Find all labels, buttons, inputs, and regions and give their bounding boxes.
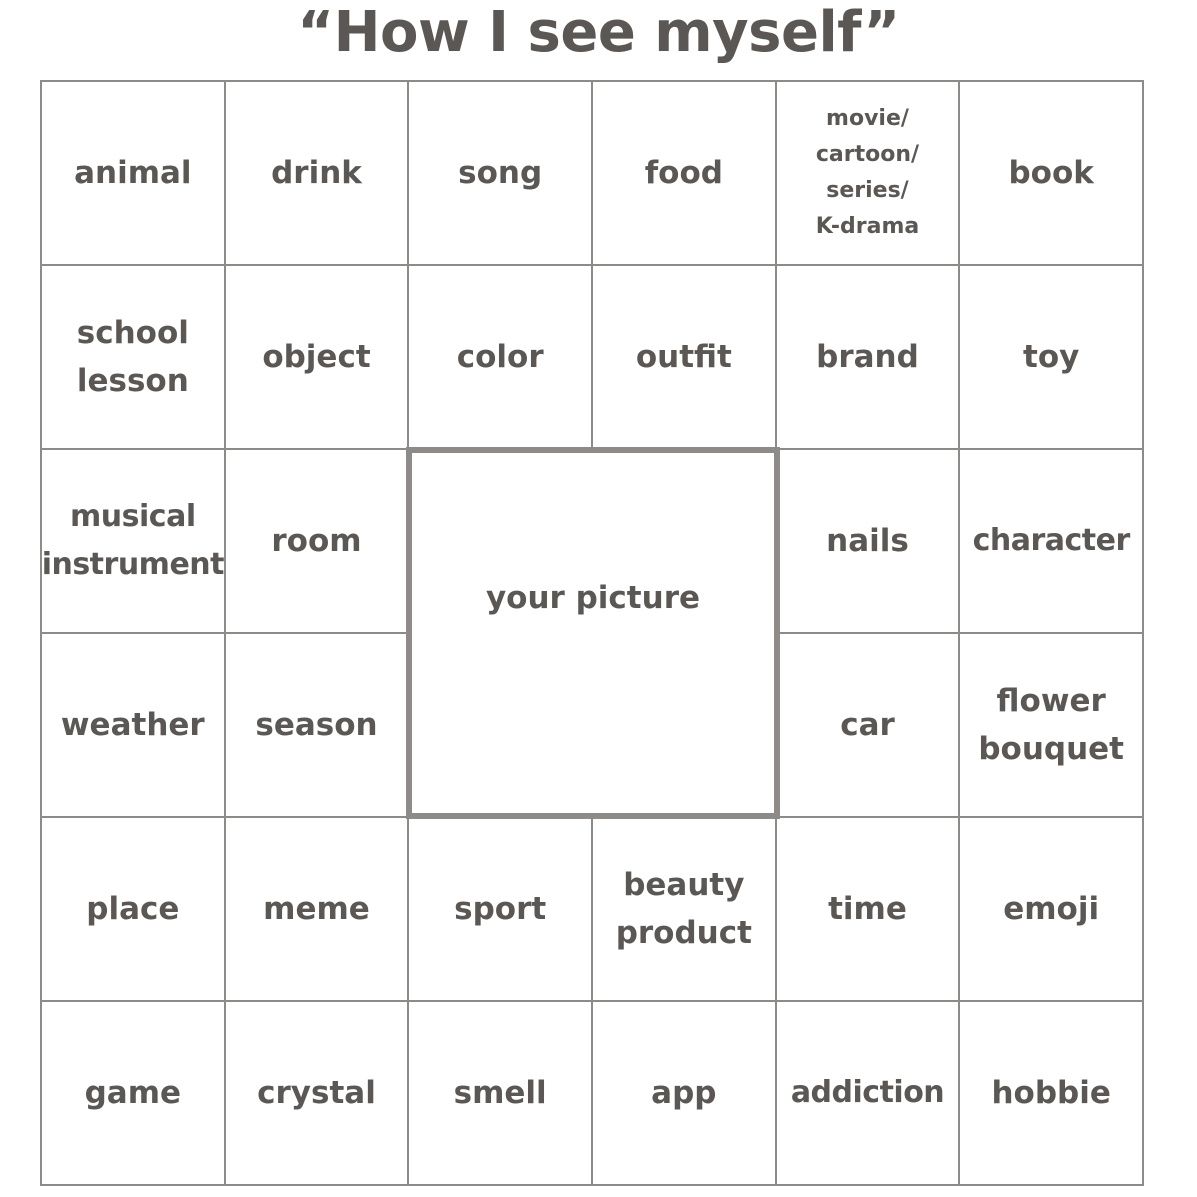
- cell-school-lesson[interactable]: school lesson: [42, 266, 226, 450]
- cell-drink[interactable]: drink: [226, 82, 410, 266]
- cell-flower-bouquet[interactable]: flower bouquet: [960, 634, 1144, 818]
- cell-room[interactable]: room: [226, 450, 410, 634]
- cell-smell[interactable]: smell: [409, 1002, 593, 1186]
- cell-car[interactable]: car: [777, 634, 961, 818]
- cell-musical-instrument[interactable]: musical instrument: [42, 450, 226, 634]
- bingo-grid: [40, 80, 1144, 1186]
- cell-animal[interactable]: animal: [42, 82, 226, 266]
- your-picture-box[interactable]: [406, 447, 779, 819]
- cell-emoji[interactable]: emoji: [960, 818, 1144, 1002]
- cell-nails[interactable]: nails: [777, 450, 961, 634]
- cell-character[interactable]: character: [960, 450, 1144, 634]
- cell-book[interactable]: book: [960, 82, 1144, 266]
- cell-song[interactable]: song: [409, 82, 593, 266]
- cell-color[interactable]: color: [409, 266, 593, 450]
- cell-toy[interactable]: toy: [960, 266, 1144, 450]
- cell-place[interactable]: place: [42, 818, 226, 1002]
- cell-season[interactable]: season: [226, 634, 410, 818]
- cell-hobbie[interactable]: hobbie: [960, 1002, 1144, 1186]
- cell-food[interactable]: food: [593, 82, 777, 266]
- cell-crystal[interactable]: crystal: [226, 1002, 410, 1186]
- cell-object[interactable]: object: [226, 266, 410, 450]
- cell-game[interactable]: game: [42, 1002, 226, 1186]
- cell-brand[interactable]: brand: [777, 266, 961, 450]
- cell-sport[interactable]: sport: [409, 818, 593, 1002]
- cell-app[interactable]: app: [593, 1002, 777, 1186]
- cell-beauty-product[interactable]: beauty product: [593, 818, 777, 1002]
- cell-addiction[interactable]: addiction: [777, 1002, 961, 1186]
- cell-time[interactable]: time: [777, 818, 961, 1002]
- page-title: “How I see myself”: [297, 0, 900, 65]
- your-picture-label: your picture: [485, 580, 701, 616]
- cell-weather[interactable]: weather: [42, 634, 226, 818]
- cell-outfit[interactable]: outfit: [593, 266, 777, 450]
- cell-movie[interactable]: movie/ cartoon/ series/ K-drama: [777, 82, 961, 266]
- cell-meme[interactable]: meme: [226, 818, 410, 1002]
